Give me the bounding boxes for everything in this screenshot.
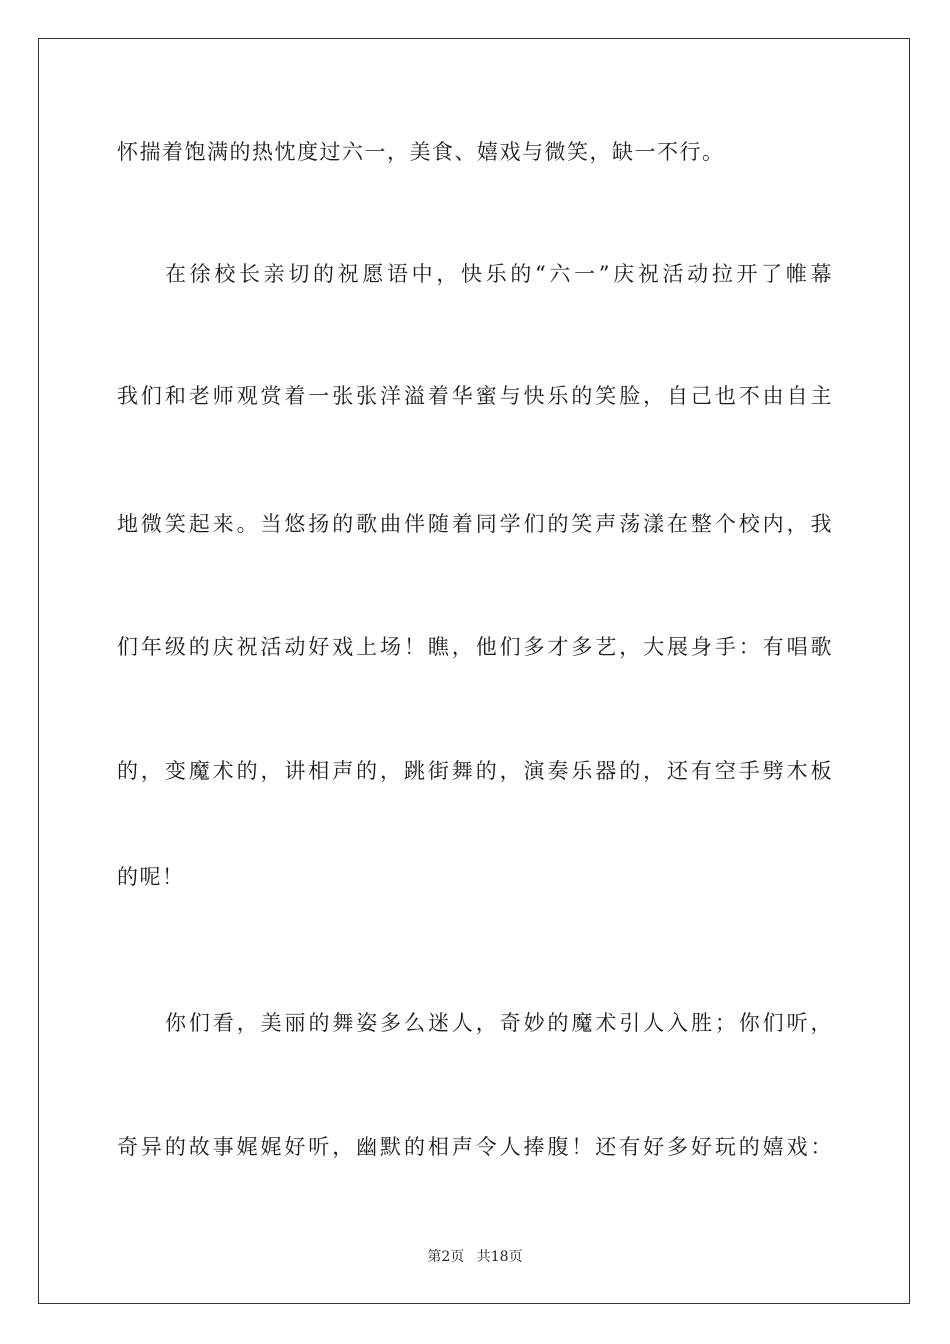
page-footer xyxy=(0,1248,950,1266)
body-text-line: 的，变魔术的，讲相声的，跳街舞的，演奏乐器的，还有空手劈木板 xyxy=(117,759,833,783)
body-text-line: 怀揣着饱满的热忱度过六一，美食、嬉戏与微笑，缺一不行。 xyxy=(117,140,725,164)
page-total: 共18页 xyxy=(476,1249,523,1265)
paragraph-start-line: 在徐校长亲切的祝愿语中，快乐的“六一”庆祝活动拉开了帷幕 xyxy=(165,262,833,286)
body-text-line: 们年级的庆祝活动好戏上场！瞧，他们多才多艺，大展身手：有唱歌 xyxy=(117,635,833,659)
page-border xyxy=(38,38,910,1304)
body-text-line: 我们和老师观赏着一张张洋溢着华蜜与快乐的笑脸，自己也不由自主 xyxy=(117,384,833,408)
body-text-line: 奇异的故事娓娓好听，幽默的相声令人捧腹！还有好多好玩的嬉戏： xyxy=(117,1135,833,1159)
page-number: 第2页 xyxy=(427,1249,465,1265)
body-text-line: 地微笑起来。当悠扬的歌曲伴随着同学们的笑声荡漾在整个校内，我 xyxy=(117,512,833,536)
body-text-line: 的呢！ xyxy=(117,865,185,889)
paragraph-start-line: 你们看，美丽的舞姿多么迷人，奇妙的魔术引人入胜；你们听， xyxy=(165,1011,833,1035)
